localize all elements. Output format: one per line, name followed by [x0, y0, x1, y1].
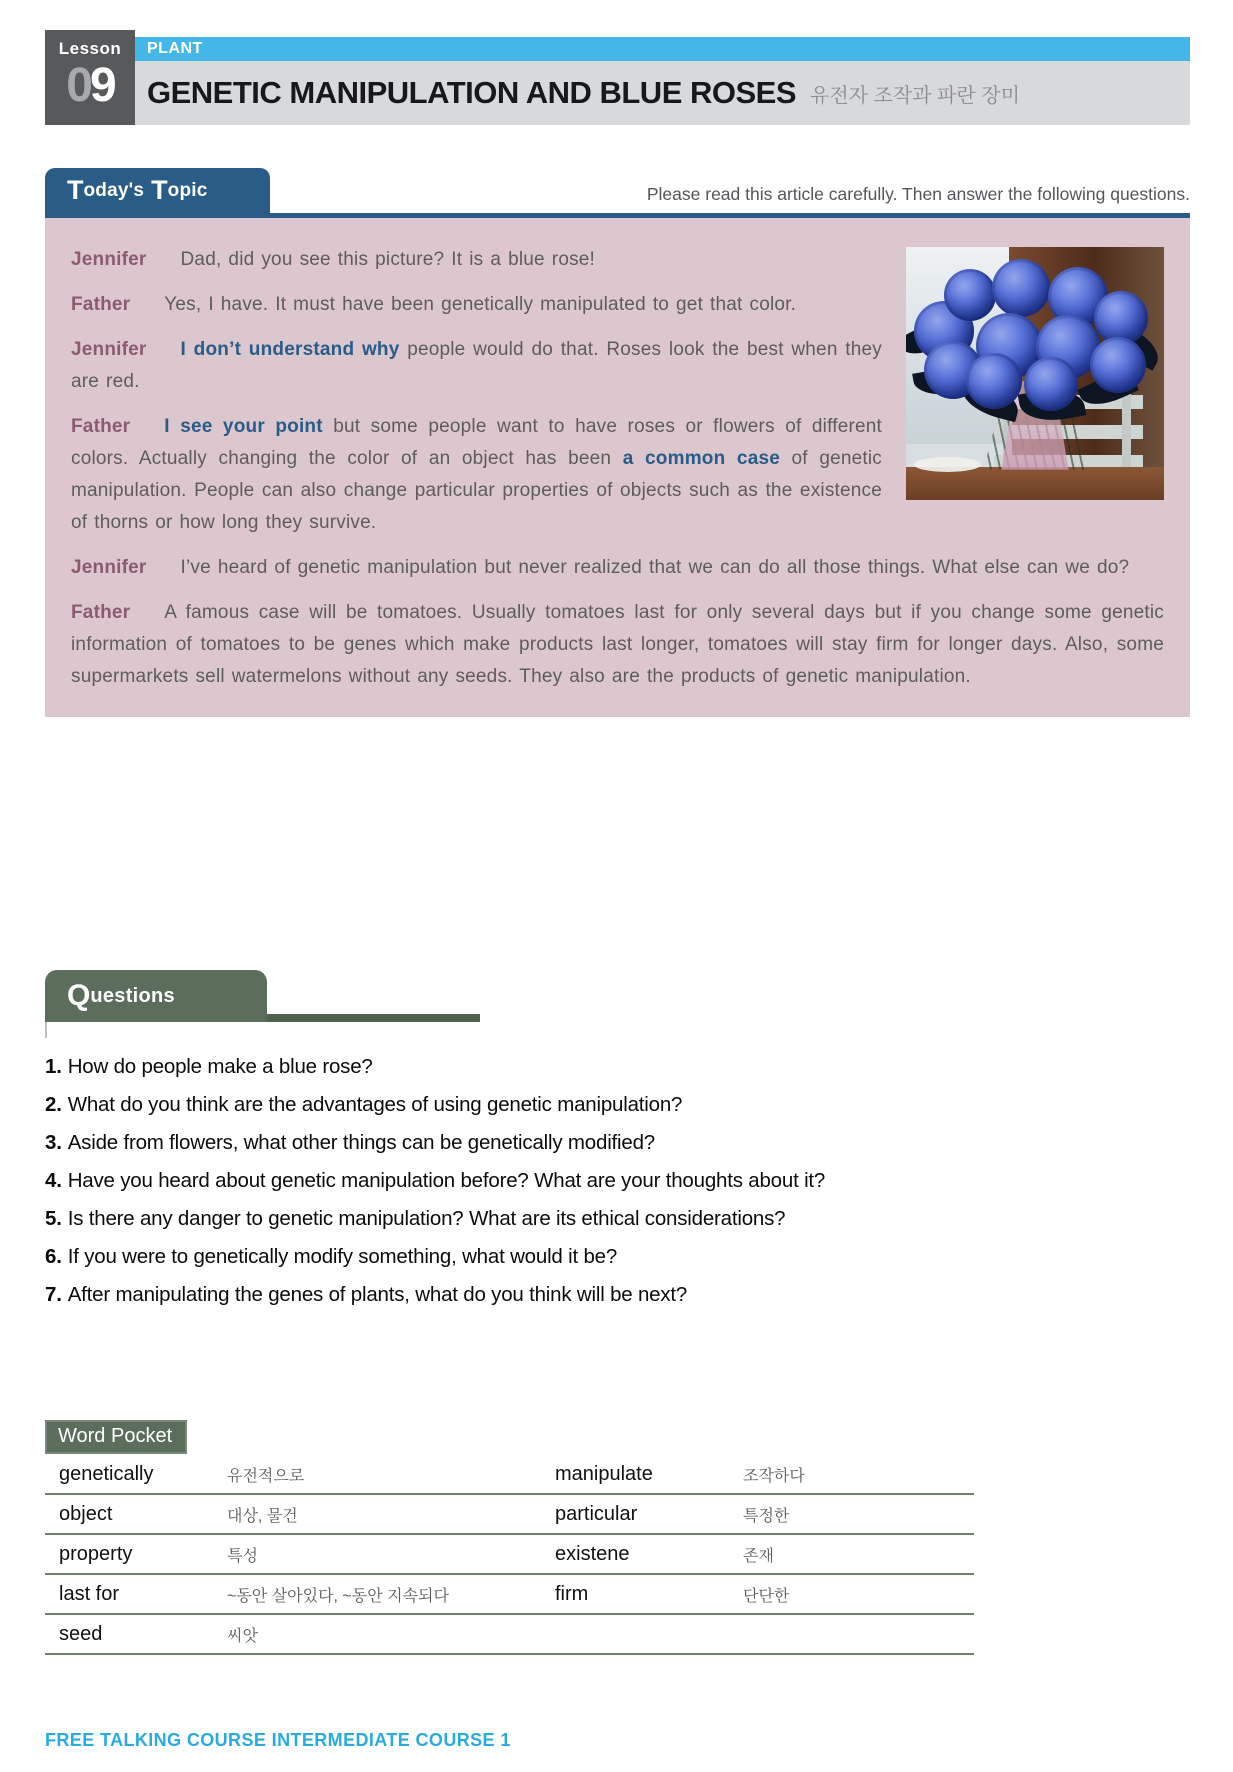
- page-title: GENETIC MANIPULATION AND BLUE ROSES: [147, 75, 797, 110]
- vocab-word: last for: [59, 1583, 120, 1605]
- question-item: [45, 1086, 1190, 1124]
- speaker-name: Jennifer: [71, 339, 147, 360]
- question-item: [45, 1162, 1190, 1200]
- vocab-meaning: 씨앗: [227, 1628, 258, 1645]
- question-number: 4.: [45, 1169, 62, 1192]
- vocab-meaning: 특정한: [743, 1508, 790, 1525]
- vocab-meaning: 존재: [743, 1548, 774, 1565]
- vocab-meaning: ~동안 살아있다, ~동안 지속되다: [227, 1588, 449, 1605]
- question-item: [45, 1200, 1190, 1238]
- speaker-name: Jennifer: [71, 557, 147, 578]
- question-text: Have you heard about genetic manipulation before? What are your thoughts about it?: [67, 1169, 826, 1192]
- rose: [1090, 337, 1146, 393]
- question-text: Is there any danger to genetic manipulation? What are its ethical considerations?: [67, 1207, 786, 1230]
- rose: [1024, 357, 1078, 411]
- question-number: 1.: [45, 1055, 62, 1078]
- question-item: [45, 1048, 1190, 1086]
- vocab-word: property: [59, 1543, 133, 1565]
- word-pocket-tab: Word Pocket: [45, 1420, 187, 1454]
- question-item: [45, 1124, 1190, 1162]
- vocab-word: firm: [555, 1583, 589, 1605]
- rose: [944, 269, 996, 321]
- highlighted-phrase: a common case: [622, 448, 780, 469]
- speaker-name: Father: [71, 416, 131, 437]
- photo-bouquet: [908, 257, 1158, 417]
- vocab-word: seed: [59, 1623, 103, 1645]
- question-number: 6.: [45, 1245, 62, 1268]
- speaker-name: Father: [71, 294, 131, 315]
- lesson-label: Lesson: [58, 39, 122, 58]
- page-title-korean: 유전자 조작과 파란 장미: [810, 84, 1020, 107]
- questions-list: [45, 1048, 1190, 1314]
- topic-tab-initial: T: [67, 175, 84, 205]
- question-text: What do you think are the advantages of using genetic manipulation?: [67, 1093, 683, 1116]
- topic-tab-initial: T: [151, 175, 168, 205]
- question-text: After manipulating the genes of plants, what do you think will be next?: [67, 1283, 688, 1306]
- speaker-name: Jennifer: [71, 249, 147, 270]
- rose: [966, 353, 1022, 409]
- question-item: [45, 1238, 1190, 1276]
- questions-header-row: [45, 968, 1190, 1022]
- questions-tab-initial: Q: [67, 979, 91, 1012]
- questions-tab-text: uestions: [90, 984, 175, 1007]
- table-row: [45, 1575, 974, 1615]
- table-row: [45, 1615, 974, 1655]
- dialogue-turn: [71, 552, 1164, 584]
- topic-instruction: Please read this article carefully. Then answer the following questions.: [646, 184, 1190, 204]
- dialogue-text: Dad, did you see this picture? It is a blue rose!: [180, 249, 596, 270]
- vocab-meaning: 단단한: [743, 1588, 790, 1605]
- lesson-number: 09: [66, 59, 114, 112]
- topic-tab-text: opic: [167, 179, 208, 201]
- photo-plate: [914, 457, 981, 472]
- vocab-meaning: 유전적으로: [227, 1468, 305, 1485]
- vocab-word: existene: [555, 1543, 630, 1565]
- question-number: 5.: [45, 1207, 62, 1230]
- tick-mark: [45, 1022, 47, 1038]
- dialogue-panel: [45, 218, 1190, 717]
- dialogue-text: of genetic manipulation. People can also change particular properties of objects such as the existence of thorns or how long they survive.: [71, 448, 882, 533]
- rose: [992, 259, 1050, 317]
- table-row: [45, 1455, 974, 1495]
- topic-header-row: [45, 166, 1190, 213]
- dialogue-text: people would do that. Roses look the best when they are red.: [71, 339, 882, 392]
- word-pocket-table: [45, 1455, 974, 1655]
- todays-topic-tab: [45, 168, 270, 213]
- vocab-word: particular: [555, 1503, 638, 1525]
- dialogue-text: but some people want to have roses or flowers of different colors. Actually changing the color of an object has been: [71, 416, 882, 469]
- question-text: If you were to genetically modify something, what would it be?: [67, 1245, 618, 1268]
- speaker-name: Father: [71, 602, 131, 623]
- photo-table: [906, 467, 1164, 500]
- questions-tab: [45, 970, 267, 1022]
- dialogue-text: A famous case will be tomatoes. Usually tomatoes last for only several days but if you change some genetic information of tomatoes to be genes which make products last longer, tomatoes will stay firm for longer days. Also, some supermarkets sell watermelons without any seeds. They also are the products of genetic manipulation.: [71, 602, 1164, 687]
- question-text: How do people make a blue rose?: [67, 1055, 373, 1078]
- vocab-meaning: 대상, 물건: [227, 1508, 298, 1525]
- question-number: 7.: [45, 1283, 62, 1306]
- dialogue-text: I’ve heard of genetic manipulation but never realized that we can do all those things. What else can we do?: [180, 557, 1130, 578]
- table-row: [45, 1495, 974, 1535]
- table-row: [45, 1535, 974, 1575]
- category-bar: PLANT: [135, 37, 1190, 61]
- blue-roses-photo: [906, 247, 1164, 500]
- vocab-word: manipulate: [555, 1463, 653, 1485]
- word-pocket-section: [45, 1420, 974, 1655]
- header-title-area: [135, 30, 1190, 125]
- lesson-badge: [45, 30, 135, 125]
- page-header: [45, 30, 1190, 125]
- question-item: [45, 1276, 1190, 1314]
- vocab-word: genetically: [59, 1463, 154, 1485]
- vocab-word: object: [59, 1503, 113, 1525]
- questions-underline-bar: [267, 1014, 480, 1022]
- vocab-meaning: 조작하다: [743, 1468, 805, 1485]
- dialogue-turn: [71, 597, 1164, 693]
- question-number: 2.: [45, 1093, 62, 1116]
- vocab-meaning: 특성: [227, 1548, 258, 1565]
- title-bar: [135, 61, 1190, 125]
- question-text: Aside from flowers, what other things can be genetically modified?: [67, 1131, 656, 1154]
- highlighted-phrase: I don’t understand why: [180, 339, 400, 360]
- topic-tab-text: oday's: [83, 179, 145, 201]
- question-number: 3.: [45, 1131, 62, 1154]
- highlighted-phrase: I see your point: [164, 416, 323, 437]
- footer-course-label: FREE TALKING COURSE INTERMEDIATE COURSE 1: [45, 1730, 511, 1750]
- dialogue-text: Yes, I have. It must have been genetically manipulated to get that color.: [164, 294, 797, 315]
